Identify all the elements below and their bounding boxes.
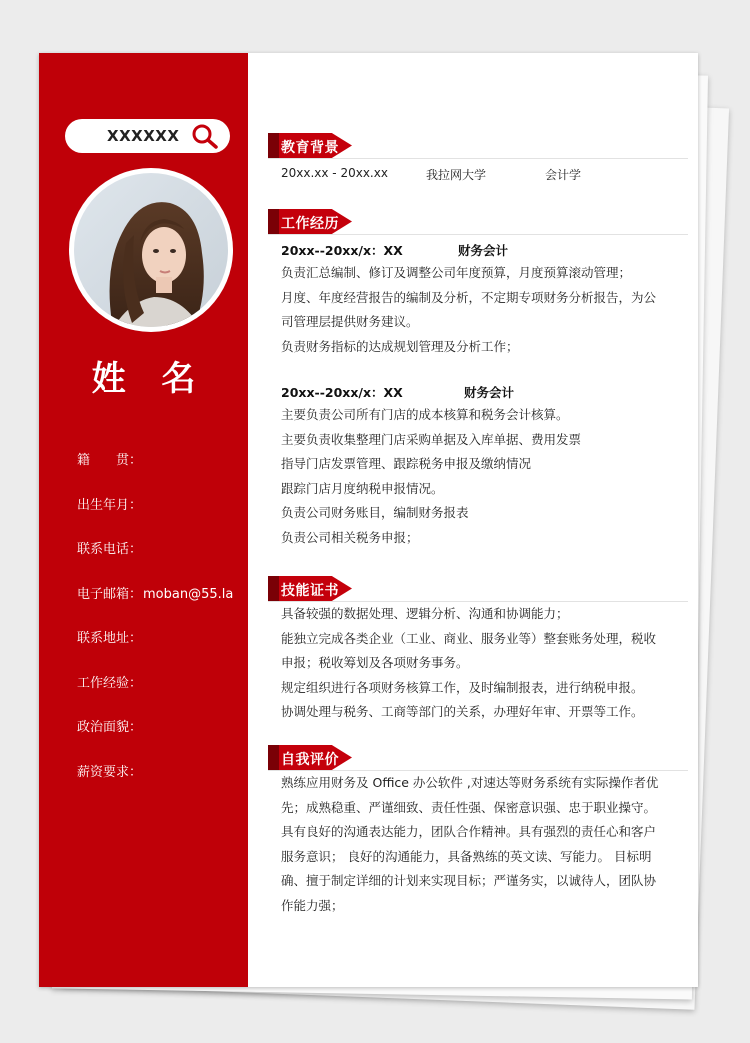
job-header: [281, 239, 688, 261]
info-item-birth: [77, 494, 233, 539]
info-label: 政治面貌：: [77, 720, 143, 735]
info-label: 薪资要求：: [77, 764, 143, 780]
info-item-email: [77, 583, 233, 628]
education-row: [268, 166, 688, 184]
section-header: [268, 745, 688, 771]
info-label: 电子邮箱：: [77, 586, 143, 602]
job-line: 主要负责收集整理门店采购单据及入库单据、费用发票: [281, 431, 582, 447]
info-label: 籍 贯：: [77, 453, 143, 468]
section-skills: [268, 576, 688, 725]
education-major: 会计学: [545, 168, 582, 182]
section-header: [268, 576, 688, 602]
self-eval-line: 作能力强；: [281, 897, 344, 913]
job-line: 负责汇总编制、修订及调整公司年度预算，月度预算滚动管理；: [281, 265, 632, 280]
search-box[interactable]: [65, 119, 230, 153]
job-line: 负责公司财务账目，编制财务报表: [281, 505, 469, 520]
info-label: 出生年月：: [77, 497, 143, 513]
divider: [268, 770, 688, 771]
sidebar: [39, 53, 248, 987]
self-eval-body: [268, 771, 688, 918]
self-eval-line: 熟练应用财务及 Office 办公软件 ,对速达等财务系统有实际操作者优: [281, 775, 659, 790]
section-work: [268, 209, 688, 550]
skill-line: 规定组织进行各项财务核算工作，及时编制报表，进行纳税申报。: [281, 679, 644, 695]
personal-info-list: [77, 449, 233, 805]
section-self-evaluation: [268, 745, 688, 918]
section-title: 教育背景: [281, 140, 339, 156]
skill-line: 申报；税收筹划及各项财务事务。: [281, 655, 469, 670]
info-item-hometown: [77, 449, 233, 494]
job-line: 司管理层提供财务建议。: [281, 314, 419, 329]
section-title: 工作经历: [281, 216, 339, 232]
section-title: 自我评价: [281, 752, 339, 768]
job-line: 月度、年度经营报告的编制及分析，不定期专项财务分析报告，为公: [281, 289, 657, 305]
job-entry: [268, 381, 688, 550]
section-education: [268, 133, 688, 184]
divider: [268, 234, 688, 235]
education-school: 我拉网大学: [426, 168, 487, 182]
person-name: 姓 名: [91, 359, 208, 399]
education-period: 20xx.xx - 20xx.xx: [281, 166, 388, 180]
job-line: 主要负责公司所有门店的成本核算和税务会计核算。: [281, 407, 569, 422]
search-text: XXXXXX: [107, 127, 180, 145]
section-header: [268, 209, 688, 235]
info-item-experience: [77, 672, 233, 717]
divider: [268, 601, 688, 602]
info-item-salary: [77, 761, 233, 806]
job-entry: [268, 239, 688, 359]
search-icon: [191, 123, 219, 149]
skill-line: 能独立完成各类企业（工业、商业、服务业等）整套账务处理，税收: [281, 630, 657, 646]
job-line: 指导门店发票管理、跟踪税务申报及缴纳情况: [281, 456, 532, 471]
info-label: 工作经验：: [77, 675, 143, 691]
portrait-photo: [74, 173, 228, 327]
section-header: [268, 133, 688, 159]
job-role: 财务会计: [458, 243, 509, 258]
job-period: 20xx--20xx/x：XX: [281, 385, 403, 400]
info-item-address: [77, 627, 233, 672]
skill-line: 具备较强的数据处理、逻辑分析、沟通和协调能力；: [281, 606, 569, 621]
job-role: 财务会计: [464, 385, 515, 400]
self-eval-line: 确、擅于制定详细的计划来实现目标；严谨务实，以诚待人，团队协: [281, 873, 657, 888]
section-title: 技能证书: [281, 583, 339, 599]
divider: [268, 158, 688, 159]
self-eval-line: 先；成熟稳重、严谨细致、责任性强、保密意识强、忠于职业操守。: [281, 799, 657, 815]
job-line: 负责公司相关税务申报；: [281, 529, 419, 545]
job-line: 跟踪门店月度纳税申报情况。: [281, 480, 444, 496]
skill-line: 协调处理与税务、工商等部门的关系，办理好年审、开票等工作。: [281, 704, 644, 719]
email-value[interactable]: moban@55.la: [143, 586, 234, 602]
resume-sheet: [39, 53, 698, 987]
info-label: 联系电话：: [77, 542, 143, 557]
job-header: [281, 381, 688, 403]
self-eval-line: 服务意识； 良好的沟通能力，具备熟练的英文读、写能力。 目标明: [281, 848, 652, 864]
job-line: 负责财务指标的达成规划管理及分析工作；: [281, 338, 519, 354]
skills-body: [268, 602, 688, 725]
job-period: 20xx--20xx/x：XX: [281, 243, 403, 258]
self-eval-line: 具有良好的沟通表达能力，团队合作精神。具有强烈的责任心和客户: [281, 824, 657, 839]
info-item-political: [77, 716, 233, 761]
info-label: 联系地址：: [77, 631, 143, 646]
avatar: [69, 168, 233, 332]
info-item-phone: [77, 538, 233, 583]
